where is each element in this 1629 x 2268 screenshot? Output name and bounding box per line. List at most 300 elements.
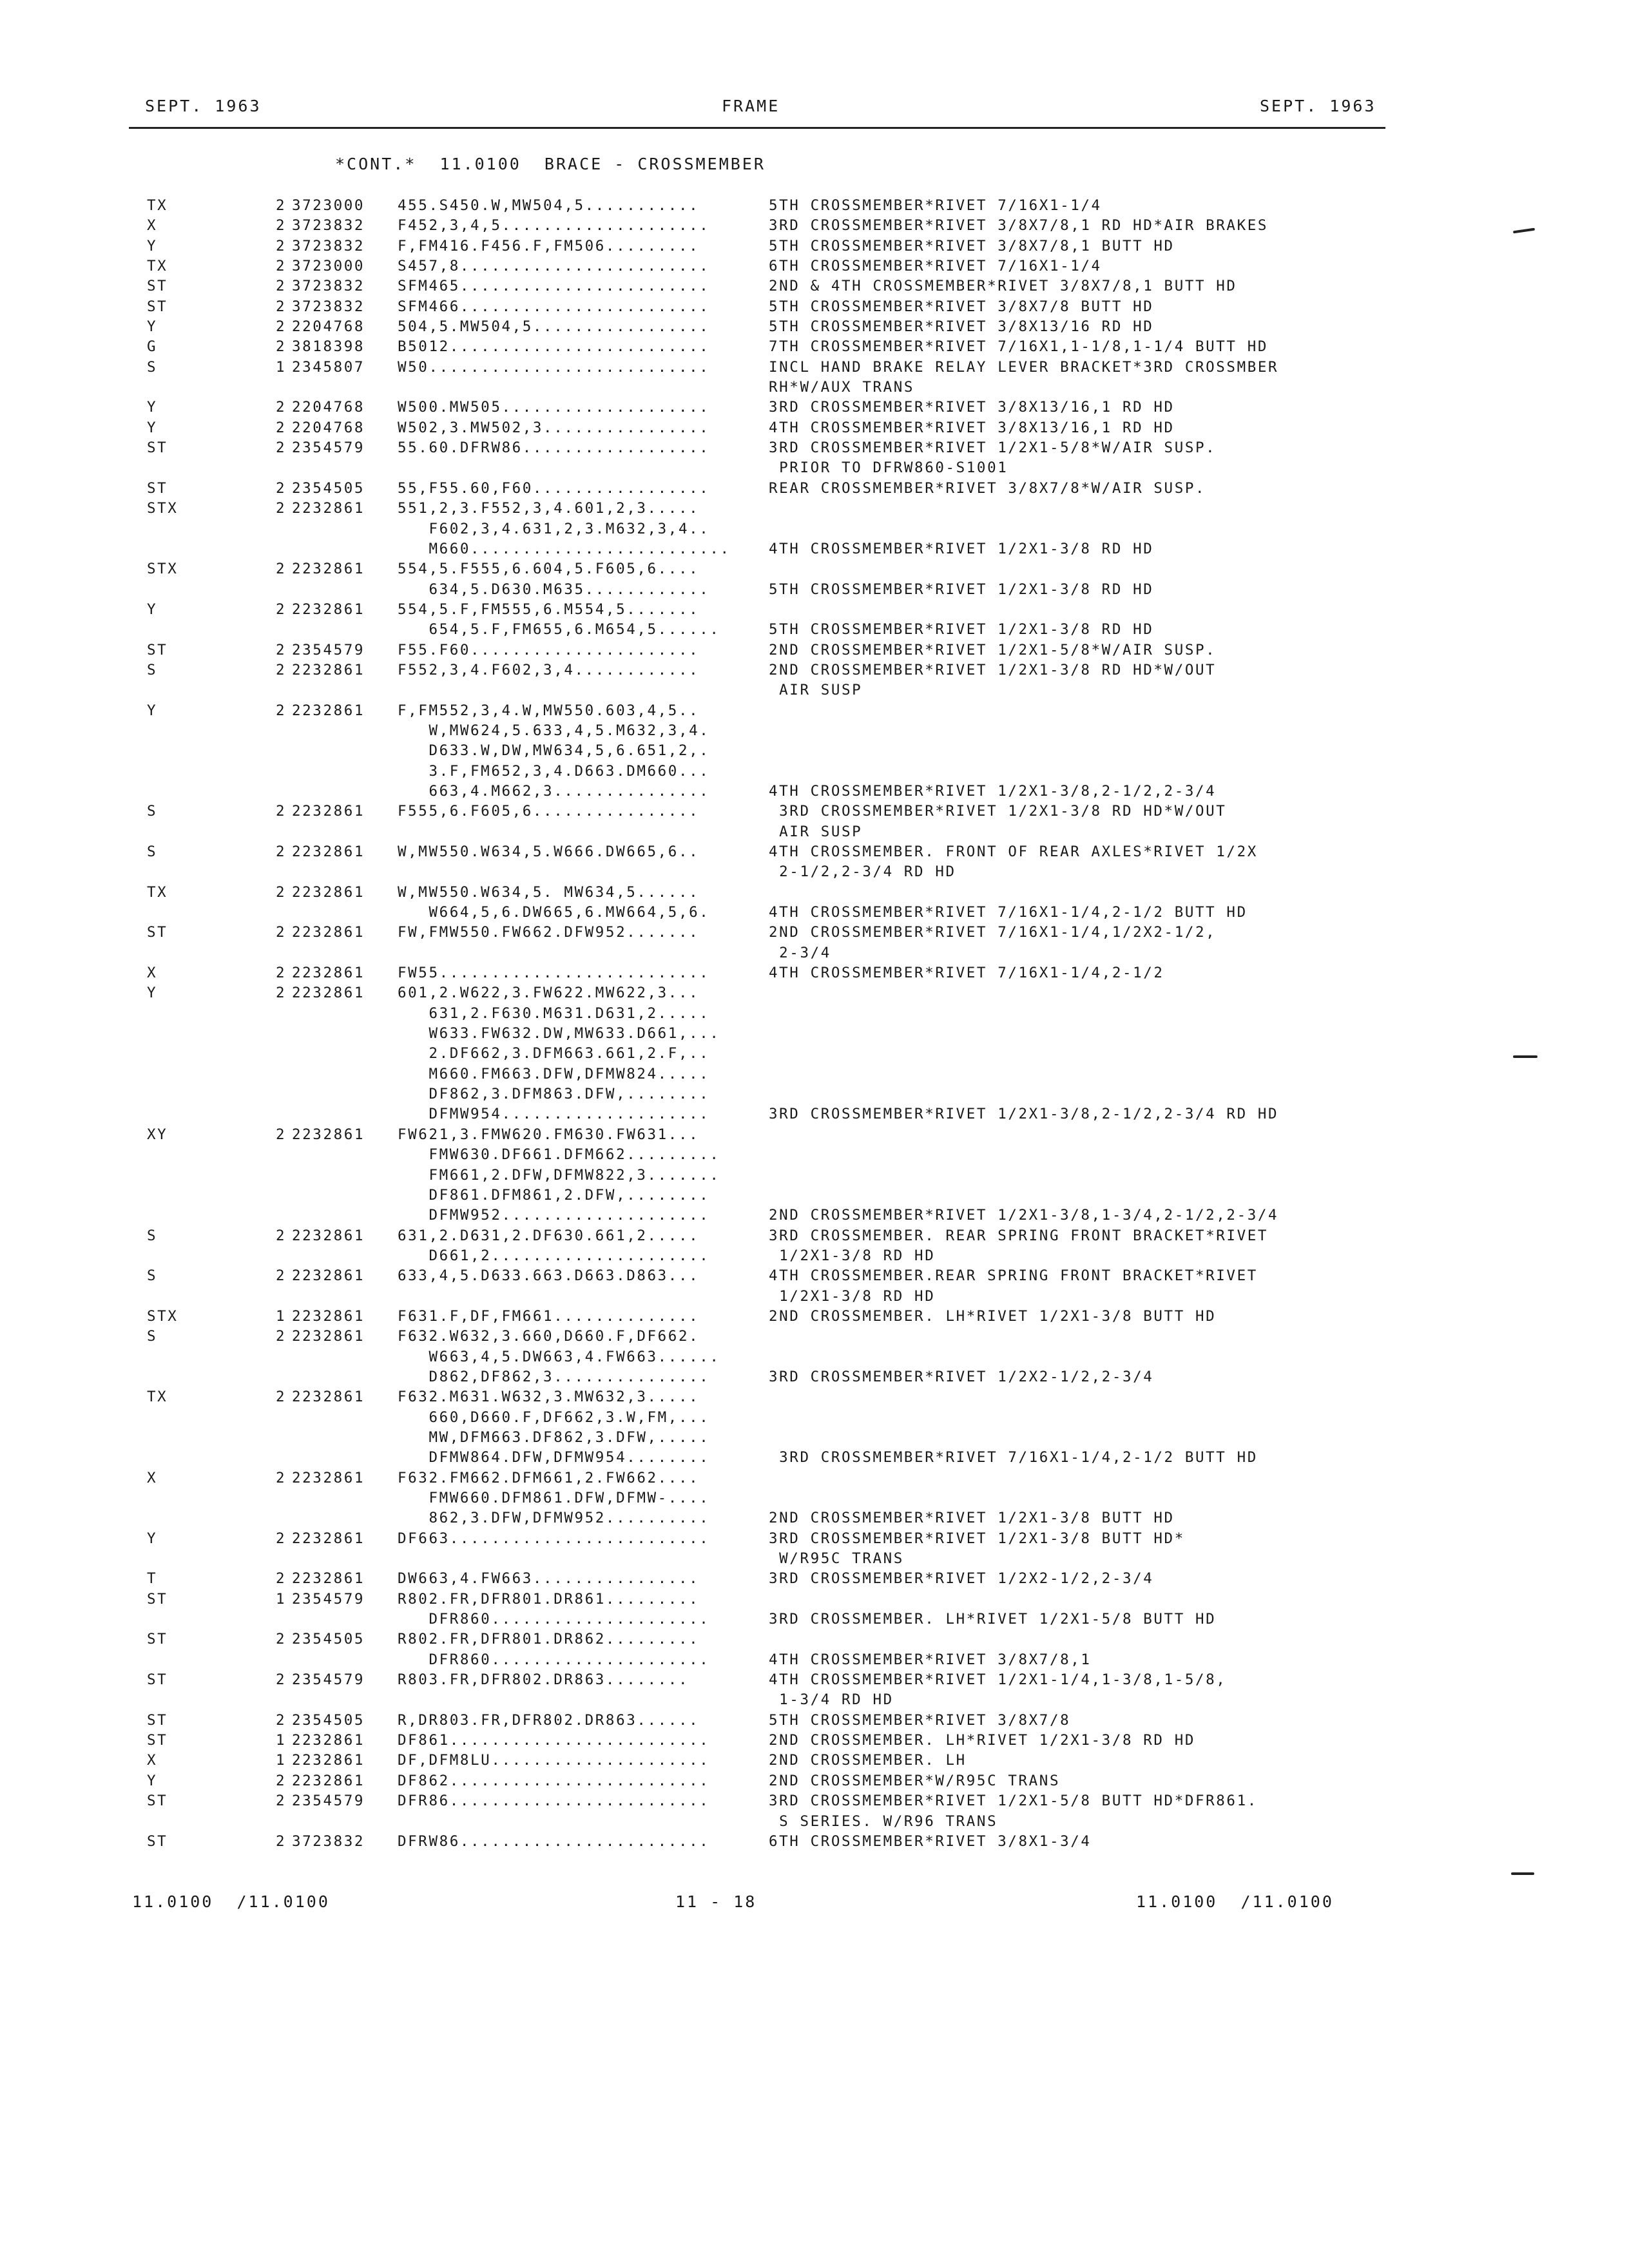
description-cell: RH*W/AUX TRANS — [769, 379, 915, 396]
table-row — [0, 1064, 1629, 1084]
qty-cell: 2 — [276, 985, 287, 1002]
code-cell: ST — [147, 1631, 168, 1648]
model-list-cell: M660.FM663.DFW,DFMW824..... — [398, 1065, 710, 1082]
table-row — [0, 822, 1629, 842]
model-list-cell: DF861.DFM861,2.DFW,........ — [398, 1186, 710, 1204]
code-cell: ST — [147, 1832, 168, 1850]
model-list-cell: 631,2.D631,2.DF630.661,2..... — [398, 1227, 700, 1244]
table-row — [0, 519, 1629, 539]
table-row — [0, 1347, 1629, 1367]
qty-cell: 2 — [276, 661, 287, 678]
model-list-cell: FMW660.DFM861.DFW,DFMW-.... — [398, 1490, 710, 1506]
description-cell: 2ND CROSSMEMBER. LH — [769, 1752, 967, 1769]
model-list-cell: 55.60.DFRW86.................. — [398, 439, 710, 457]
part-number-cell: 2354505 — [292, 1631, 365, 1648]
parts-list — [0, 196, 1629, 1852]
part-number-cell: 3723832 — [292, 1832, 365, 1850]
model-list-cell: F631.F,DF,FM661.............. — [398, 1307, 700, 1325]
description-cell: 5TH CROSSMEMBER*RIVET 1/2X1-3/8 RD HD — [769, 581, 1154, 598]
part-number-cell: 2204768 — [292, 318, 365, 336]
description-cell: 2ND CROSSMEMBER*RIVET 1/2X1-5/8*W/AIR SUSP. — [769, 641, 1217, 658]
part-number-cell: 3723832 — [292, 237, 365, 255]
description-cell: 4TH CROSSMEMBER*RIVET 7/16X1-1/4,2-1/2 — [769, 965, 1164, 982]
description-cell: 7TH CROSSMEMBER*RIVET 7/16X1,1-1/8,1-1/4 BUTT HD — [769, 338, 1269, 356]
header-rule — [129, 127, 1385, 129]
model-list-cell: M660......................... — [398, 540, 731, 557]
table-row — [0, 680, 1629, 700]
table-row — [0, 660, 1629, 680]
table-row — [0, 1408, 1629, 1428]
table-row — [0, 1125, 1629, 1145]
description-cell: 4TH CROSSMEMBER*RIVET 1/2X1-1/4,1-3/8,1-5/8, — [769, 1671, 1227, 1689]
code-cell: S — [147, 1227, 158, 1244]
table-row — [0, 297, 1629, 317]
model-list-cell: W502,3.MW502,3................ — [398, 419, 710, 436]
part-number-cell: 2232861 — [292, 1227, 365, 1244]
code-cell: TX — [147, 197, 168, 214]
table-row — [0, 1327, 1629, 1347]
table-row — [0, 1044, 1629, 1064]
code-cell: ST — [147, 641, 168, 658]
qty-cell: 2 — [276, 258, 287, 275]
table-row — [0, 256, 1629, 276]
table-row — [0, 1791, 1629, 1811]
code-cell: XY — [147, 1126, 168, 1143]
model-list-cell: FM661,2.DFW,DFMW822,3....... — [398, 1166, 720, 1184]
description-cell: 1/2X1-3/8 RD HD — [769, 1287, 936, 1305]
part-number-cell: 2354579 — [292, 1792, 365, 1810]
model-list-cell: SFM466........................ — [398, 298, 710, 315]
part-number-cell: 2232861 — [292, 1328, 365, 1345]
table-row — [0, 276, 1629, 296]
model-list-cell: B5012......................... — [398, 338, 710, 356]
qty-cell: 2 — [276, 439, 287, 457]
description-cell: 3RD CROSSMEMBER. REAR SPRING FRONT BRACKET*RIVET — [769, 1227, 1269, 1244]
model-list-cell: W633.FW632.DW,MW633.D661,... — [398, 1025, 720, 1043]
model-list-cell: W,MW550.W634,5. MW634,5...... — [398, 883, 700, 901]
description-cell: 5TH CROSSMEMBER*RIVET 3/8X7/8 — [769, 1711, 1071, 1729]
code-cell: ST — [147, 1590, 168, 1608]
model-list-cell: DFRW86........................ — [398, 1832, 710, 1850]
description-cell: REAR CROSSMEMBER*RIVET 3/8X7/8*W/AIR SUSP. — [769, 479, 1206, 497]
table-row — [0, 762, 1629, 782]
table-row — [0, 196, 1629, 216]
description-cell: 5TH CROSSMEMBER*RIVET 1/2X1-3/8 RD HD — [769, 621, 1154, 639]
description-cell: 1/2X1-3/8 RD HD — [769, 1247, 936, 1264]
qty-cell: 2 — [276, 1772, 287, 1789]
table-row — [0, 479, 1629, 499]
code-cell: TX — [147, 883, 168, 901]
table-row — [0, 1166, 1629, 1186]
table-row — [0, 862, 1629, 882]
table-row — [0, 317, 1629, 337]
description-cell: 5TH CROSSMEMBER*RIVET 7/16X1-1/4 — [769, 197, 1102, 214]
code-cell: Y — [147, 399, 158, 416]
model-list-cell: DF862,3.DFM863.DFW,........ — [398, 1086, 710, 1103]
model-list-cell: F632.M631.W632,3.MW632,3..... — [398, 1389, 700, 1406]
qty-cell: 2 — [276, 1631, 287, 1648]
description-cell: 4TH CROSSMEMBER*RIVET 3/8X13/16,1 RD HD — [769, 419, 1175, 436]
table-row — [0, 741, 1629, 761]
model-list-cell: 455.S450.W,MW504,5........... — [398, 197, 700, 214]
part-number-cell: 2232861 — [292, 1469, 365, 1486]
description-cell: 4TH CROSSMEMBER*RIVET 1/2X1-3/8 RD HD — [769, 540, 1154, 557]
model-list-cell: 654,5.F,FM655,6.M654,5...... — [398, 621, 720, 639]
table-row — [0, 358, 1629, 378]
description-cell: 2-3/4 — [769, 944, 831, 961]
model-list-cell: 55,F55.60,F60................. — [398, 479, 710, 497]
description-cell: 3RD CROSSMEMBER. LH*RIVET 1/2X1-5/8 BUTT HD — [769, 1611, 1217, 1628]
model-list-cell: F55.F60...................... — [398, 641, 700, 658]
header-date-right: SEPT. 1963 — [1260, 97, 1376, 115]
table-row — [0, 1246, 1629, 1266]
qty-cell: 2 — [276, 217, 287, 235]
part-number-cell: 3723832 — [292, 298, 365, 315]
description-cell: 3RD CROSSMEMBER*RIVET 3/8X13/16,1 RD HD — [769, 399, 1175, 416]
table-row — [0, 438, 1629, 458]
part-number-cell: 2354579 — [292, 439, 365, 457]
table-row — [0, 600, 1629, 620]
model-list-cell: FW621,3.FMW620.FM630.FW631... — [398, 1126, 700, 1143]
description-cell: 4TH CROSSMEMBER. FRONT OF REAR AXLES*RIVET 1/2X — [769, 843, 1258, 860]
model-list-cell: DF861......................... — [398, 1732, 710, 1749]
code-cell: ST — [147, 924, 168, 941]
model-list-cell: 631,2.F630.M631.D631,2..... — [398, 1004, 710, 1022]
code-cell: ST — [147, 439, 168, 457]
table-row — [0, 640, 1629, 660]
model-list-cell: 862,3.DFW,DFMW952.......... — [398, 1510, 710, 1527]
description-cell: 3RD CROSSMEMBER*RIVET 3/8X7/8,1 RD HD*AIR BRAKES — [769, 217, 1269, 235]
part-number-cell: 2232861 — [292, 1772, 365, 1789]
table-row — [0, 559, 1629, 579]
qty-cell: 2 — [276, 278, 287, 295]
code-cell: Y — [147, 1530, 158, 1547]
qty-cell: 2 — [276, 1832, 287, 1850]
description-cell: 2ND CROSSMEMBER*RIVET 1/2X1-3/8,1-3/4,2-1/2,2-3/4 — [769, 1207, 1279, 1224]
table-row — [0, 1832, 1629, 1852]
description-cell: INCL HAND BRAKE RELAY LEVER BRACKET*3RD CROSSMBER — [769, 358, 1279, 376]
header-date-left: SEPT. 1963 — [145, 97, 262, 115]
model-list-cell: DF663......................... — [398, 1530, 710, 1547]
part-number-cell: 2232861 — [292, 702, 365, 719]
qty-cell: 2 — [276, 419, 287, 436]
model-list-cell: FW55.......................... — [398, 965, 710, 982]
table-row — [0, 983, 1629, 1003]
model-list-cell: FW,FMW550.FW662.DFW952....... — [398, 924, 700, 941]
model-list-cell: D661,2..................... — [398, 1247, 710, 1264]
description-cell: 3RD CROSSMEMBER*RIVET 1/2X1-5/8 BUTT HD*DFR861. — [769, 1792, 1258, 1810]
table-row — [0, 1529, 1629, 1549]
table-row — [0, 216, 1629, 236]
model-list-cell: F602,3,4.631,2,3.M632,3,4.. — [398, 520, 710, 537]
part-number-cell: 2204768 — [292, 399, 365, 416]
model-list-cell: SFM465........................ — [398, 278, 710, 295]
model-list-cell: F,FM552,3,4.W,MW550.603,4,5.. — [398, 702, 700, 719]
code-cell: ST — [147, 298, 168, 315]
description-cell: 2ND & 4TH CROSSMEMBER*RIVET 3/8X7/8,1 BUTT HD — [769, 278, 1237, 295]
qty-cell: 2 — [276, 237, 287, 255]
part-number-cell: 3818398 — [292, 338, 365, 356]
qty-cell: 2 — [276, 1328, 287, 1345]
description-cell: 4TH CROSSMEMBER.REAR SPRING FRONT BRACKET*RIVET — [769, 1267, 1258, 1285]
table-row — [0, 1771, 1629, 1791]
qty-cell: 1 — [276, 358, 287, 376]
code-cell: Y — [147, 237, 158, 255]
header-section-title: FRAME — [722, 97, 780, 115]
footer-ref-right: 11.0100 /11.0100 — [1136, 1892, 1334, 1911]
model-list-cell: F632.FM662.DFM661,2.FW662.... — [398, 1469, 700, 1486]
qty-cell: 2 — [276, 561, 287, 578]
model-list-cell: W500.MW505.................... — [398, 399, 710, 416]
part-number-cell: 2232861 — [292, 843, 365, 860]
qty-cell: 2 — [276, 298, 287, 315]
description-cell: 6TH CROSSMEMBER*RIVET 7/16X1-1/4 — [769, 258, 1102, 275]
model-list-cell: W50........................... — [398, 358, 710, 376]
model-list-cell: DFR86......................... — [398, 1792, 710, 1810]
part-number-cell: 2354505 — [292, 479, 365, 497]
table-row — [0, 943, 1629, 963]
model-list-cell: W,MW550.W634,5.W666.DW665,6.. — [398, 843, 700, 860]
table-row — [0, 337, 1629, 357]
code-cell: X — [147, 1469, 158, 1486]
footer-ref-left: 11.0100 /11.0100 — [132, 1892, 330, 1911]
description-cell: 3RD CROSSMEMBER*RIVET 7/16X1-1/4,2-1/2 BUTT HD — [769, 1449, 1258, 1466]
part-number-cell: 2232861 — [292, 1732, 365, 1749]
code-cell: S — [147, 843, 158, 860]
code-cell: TX — [147, 1389, 168, 1406]
model-list-cell: 554,5.F,FM555,6.M554,5....... — [398, 601, 700, 618]
qty-cell: 2 — [276, 1469, 287, 1486]
code-cell: STX — [147, 1307, 178, 1325]
table-row — [0, 842, 1629, 862]
description-cell: 6TH CROSSMEMBER*RIVET 3/8X1-3/4 — [769, 1832, 1092, 1850]
qty-cell: 2 — [276, 399, 287, 416]
part-number-cell: 2232861 — [292, 1267, 365, 1285]
table-row — [0, 580, 1629, 600]
model-list-cell: 634,5.D630.M635............ — [398, 581, 710, 598]
part-number-cell: 2232861 — [292, 601, 365, 618]
table-row — [0, 1024, 1629, 1044]
code-cell: TX — [147, 258, 168, 275]
qty-cell: 2 — [276, 318, 287, 336]
table-row — [0, 1084, 1629, 1104]
model-list-cell: W,MW624,5.633,4,5.M632,3,4. — [398, 722, 710, 739]
table-row — [0, 1590, 1629, 1610]
part-number-cell: 2232861 — [292, 500, 365, 517]
description-cell: 2ND CROSSMEMBER*RIVET 7/16X1-1/4,1/2X2-1/2, — [769, 924, 1217, 941]
table-row — [0, 620, 1629, 640]
part-number-cell: 2232861 — [292, 1307, 365, 1325]
margin-tick-mark — [1513, 1055, 1537, 1058]
part-number-cell: 3723832 — [292, 278, 365, 295]
model-list-cell: DFR860..................... — [398, 1611, 710, 1628]
table-row — [0, 1226, 1629, 1246]
section-title: *CONT.* 11.0100 BRACE - CROSSMEMBER — [335, 155, 766, 173]
code-cell: S — [147, 803, 158, 820]
code-cell: T — [147, 1570, 158, 1588]
table-row — [0, 1812, 1629, 1832]
model-list-cell: W664,5,6.DW665,6.MW664,5,6. — [398, 904, 710, 921]
part-number-cell: 2232861 — [292, 1570, 365, 1588]
table-row — [0, 782, 1629, 802]
model-list-cell: DFMW954.................... — [398, 1106, 710, 1123]
code-cell: S — [147, 1267, 158, 1285]
model-list-cell: 663,4.M662,3............... — [398, 782, 710, 800]
description-cell: 5TH CROSSMEMBER*RIVET 3/8X13/16 RD HD — [769, 318, 1154, 336]
code-cell: Y — [147, 601, 158, 618]
model-list-cell: 551,2,3.F552,3,4.601,2,3..... — [398, 500, 700, 517]
code-cell: ST — [147, 1671, 168, 1689]
table-row — [0, 701, 1629, 721]
description-cell: 2ND CROSSMEMBER. LH*RIVET 1/2X1-3/8 BUTT HD — [769, 1307, 1217, 1325]
model-list-cell: F632.W632,3.660,D660.F,DF662. — [398, 1328, 700, 1345]
description-cell: 4TH CROSSMEMBER*RIVET 3/8X7/8,1 — [769, 1651, 1092, 1668]
part-number-cell: 3723000 — [292, 258, 365, 275]
description-cell: 5TH CROSSMEMBER*RIVET 3/8X7/8 BUTT HD — [769, 298, 1154, 315]
description-cell: 4TH CROSSMEMBER*RIVET 7/16X1-1/4,2-1/2 BUTT HD — [769, 904, 1248, 921]
model-list-cell: MW,DFM663.DF862,3.DFW,..... — [398, 1428, 710, 1446]
table-row — [0, 418, 1629, 438]
model-list-cell: S457,8........................ — [398, 258, 710, 275]
part-number-cell: 2232861 — [292, 883, 365, 901]
description-cell: PRIOR TO DFRW860-S1001 — [769, 459, 1008, 477]
code-cell: X — [147, 217, 158, 235]
table-row — [0, 1448, 1629, 1468]
code-cell: ST — [147, 278, 168, 295]
qty-cell: 2 — [276, 1792, 287, 1810]
qty-cell: 2 — [276, 702, 287, 719]
footer-page-number: 11 - 18 — [675, 1892, 757, 1911]
model-list-cell: D862,DF862,3............... — [398, 1368, 710, 1385]
table-row — [0, 1104, 1629, 1124]
code-cell: S — [147, 661, 158, 678]
table-row — [0, 1266, 1629, 1286]
qty-cell: 2 — [276, 1389, 287, 1406]
table-row — [0, 802, 1629, 822]
model-list-cell: DW663,4.FW663................ — [398, 1570, 700, 1588]
table-row — [0, 721, 1629, 741]
qty-cell: 2 — [276, 601, 287, 618]
table-row — [0, 1387, 1629, 1407]
part-number-cell: 3723832 — [292, 217, 365, 235]
qty-cell: 2 — [276, 965, 287, 982]
qty-cell: 2 — [276, 803, 287, 820]
table-row — [0, 1508, 1629, 1528]
table-row — [0, 1549, 1629, 1569]
table-row — [0, 903, 1629, 923]
code-cell: ST — [147, 479, 168, 497]
qty-cell: 2 — [276, 1267, 287, 1285]
qty-cell: 2 — [276, 1227, 287, 1244]
table-row — [0, 458, 1629, 478]
part-number-cell: 2232861 — [292, 1752, 365, 1769]
description-cell: 2ND CROSSMEMBER. LH*RIVET 1/2X1-3/8 RD HD — [769, 1732, 1195, 1749]
qty-cell: 1 — [276, 1590, 287, 1608]
description-cell: 3RD CROSSMEMBER*RIVET 1/2X2-1/2,2-3/4 — [769, 1570, 1154, 1588]
qty-cell: 1 — [276, 1752, 287, 1769]
description-cell: 3RD CROSSMEMBER*RIVET 1/2X1-3/8,2-1/2,2-3/4 RD HD — [769, 1106, 1279, 1123]
code-cell: Y — [147, 419, 158, 436]
table-row — [0, 1468, 1629, 1488]
table-row — [0, 1751, 1629, 1771]
model-list-cell: R803.FR,DFR802.DR863........ — [398, 1671, 689, 1689]
table-row — [0, 1650, 1629, 1670]
part-number-cell: 2232861 — [292, 561, 365, 578]
qty-cell: 1 — [276, 1732, 287, 1749]
code-cell: S — [147, 1328, 158, 1345]
part-number-cell: 2232861 — [292, 965, 365, 982]
table-row — [0, 1711, 1629, 1731]
code-cell: ST — [147, 1711, 168, 1729]
part-number-cell: 2204768 — [292, 419, 365, 436]
table-row — [0, 1186, 1629, 1206]
description-cell: 1-3/4 RD HD — [769, 1691, 894, 1709]
model-list-cell: 633,4,5.D633.663.D663.D863... — [398, 1267, 700, 1285]
description-cell: AIR SUSP — [769, 823, 863, 840]
qty-cell: 2 — [276, 197, 287, 214]
table-row — [0, 1428, 1629, 1448]
qty-cell: 2 — [276, 641, 287, 658]
model-list-cell: DFR860..................... — [398, 1651, 710, 1668]
code-cell: Y — [147, 318, 158, 336]
model-list-cell: F555,6.F605,6................ — [398, 803, 700, 820]
model-list-cell: 3.F,FM652,3,4.D663.DM660... — [398, 762, 710, 780]
description-cell: AIR SUSP — [769, 682, 863, 699]
table-row — [0, 1488, 1629, 1508]
description-cell: S SERIES. W/R96 TRANS — [769, 1812, 998, 1830]
part-number-cell: 2354579 — [292, 1590, 365, 1608]
model-list-cell: D633.W,DW,MW634,5,6.651,2,. — [398, 742, 710, 760]
code-cell: ST — [147, 1732, 168, 1749]
code-cell: S — [147, 358, 158, 376]
code-cell: Y — [147, 1772, 158, 1789]
part-number-cell: 3723000 — [292, 197, 365, 214]
part-number-cell: 2232861 — [292, 924, 365, 941]
table-row — [0, 1569, 1629, 1589]
qty-cell: 2 — [276, 500, 287, 517]
part-number-cell: 2232861 — [292, 985, 365, 1002]
margin-tick-mark — [1511, 1872, 1534, 1875]
qty-cell: 2 — [276, 1671, 287, 1689]
model-list-cell: R,DR803.FR,DFR802.DR863...... — [398, 1711, 700, 1729]
code-cell: G — [147, 338, 158, 356]
model-list-cell: FMW630.DF661.DFM662......... — [398, 1146, 720, 1164]
table-row — [0, 499, 1629, 519]
table-row — [0, 1731, 1629, 1751]
model-list-cell: DFMW952.................... — [398, 1207, 710, 1224]
description-cell: 3RD CROSSMEMBER*RIVET 1/2X2-1/2,2-3/4 — [769, 1368, 1154, 1385]
table-row — [0, 1670, 1629, 1690]
code-cell: X — [147, 1752, 158, 1769]
table-row — [0, 1307, 1629, 1327]
model-list-cell: 2.DF662,3.DFM663.661,2.F,.. — [398, 1045, 710, 1062]
part-number-cell: 2354579 — [292, 641, 365, 658]
table-row — [0, 539, 1629, 559]
model-list-cell: DF,DFM8LU..................... — [398, 1752, 710, 1769]
part-number-cell: 2232861 — [292, 1389, 365, 1406]
part-number-cell: 2232861 — [292, 1126, 365, 1143]
table-row — [0, 398, 1629, 418]
model-list-cell: R802.FR,DFR801.DR861......... — [398, 1590, 700, 1608]
model-list-cell: DF862......................... — [398, 1772, 710, 1789]
part-number-cell: 2232861 — [292, 803, 365, 820]
table-row — [0, 963, 1629, 983]
part-number-cell: 2345807 — [292, 358, 365, 376]
model-list-cell: 660,D660.F,DF662,3.W,FM,... — [398, 1408, 710, 1426]
part-number-cell: 2354505 — [292, 1711, 365, 1729]
part-number-cell: 2232861 — [292, 661, 365, 678]
qty-cell: 2 — [276, 843, 287, 860]
